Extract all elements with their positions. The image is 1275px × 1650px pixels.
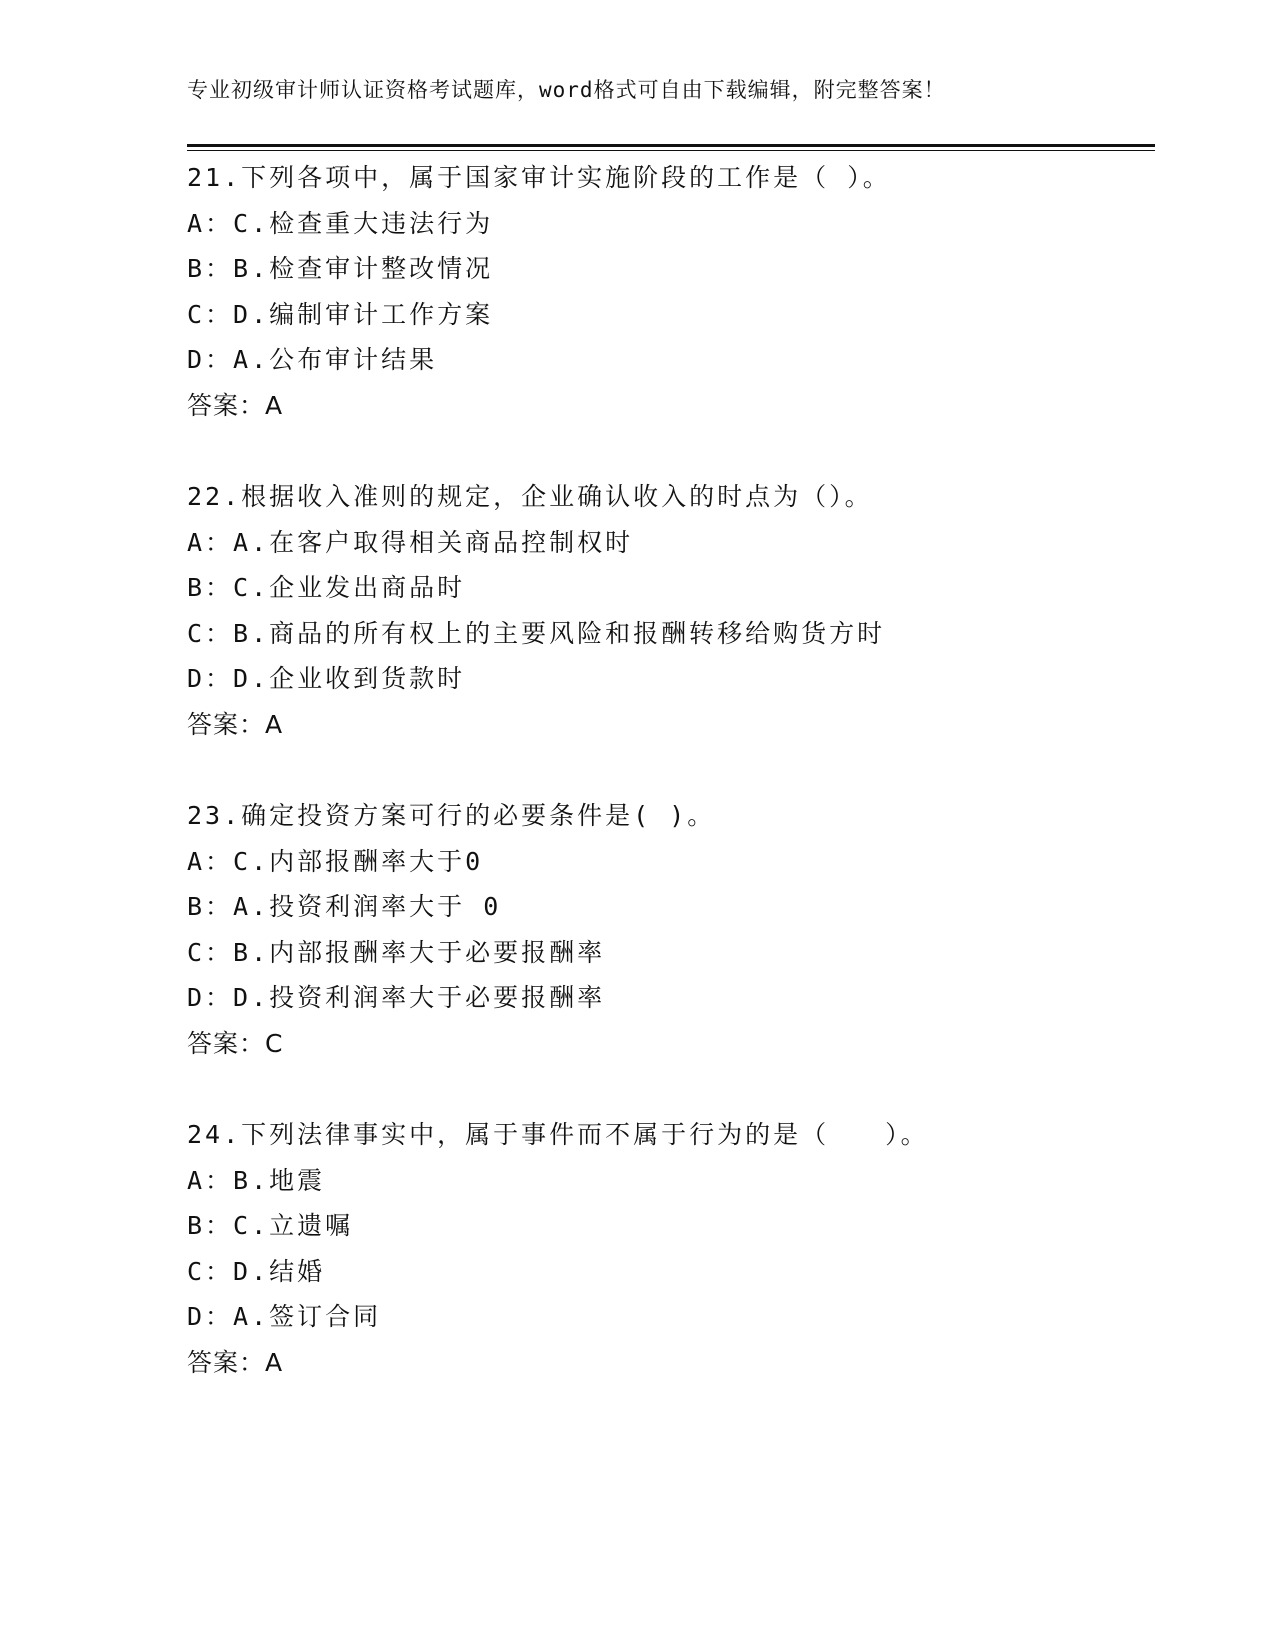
answer-line: 答案：A (187, 390, 284, 420)
option-a: A：C.检查重大违法行为 (187, 208, 494, 238)
option-b: B：C.立遗嘱 (187, 1211, 354, 1240)
option-a: A：C.内部报酬率大于0 (187, 846, 484, 876)
option-b: B：B.检查审计整改情况 (187, 254, 494, 283)
header-divider-thick (187, 144, 1155, 147)
question-list (187, 155, 1155, 1385)
option-b: B：A.投资利润率大于 0 (187, 892, 502, 921)
option-d: D：D.投资利润率大于必要报酬率 (187, 983, 606, 1012)
question-stem: 21.下列各项中，属于国家审计实施阶段的工作是（ ）。 (187, 163, 891, 192)
question-21 (187, 155, 1155, 428)
header-divider-thin (187, 150, 1155, 151)
option-c: C：D.编制审计工作方案 (187, 299, 494, 329)
answer-line: 答案：C (187, 1028, 284, 1058)
question-stem: 23.确定投资方案可行的必要条件是( )。 (187, 801, 716, 830)
answer-line: 答案：A (187, 709, 284, 739)
page-header: 专业初级审计师认证资格考试题库，word格式可自由下载编辑，附完整答案！ (187, 78, 946, 102)
option-d: D：A.公布审计结果 (187, 345, 438, 374)
option-d: D：A.签订合同 (187, 1302, 382, 1331)
question-stem: 22.根据收入准则的规定，企业确认收入的时点为（）。 (187, 482, 873, 511)
option-c: C：B.商品的所有权上的主要风险和报酬转移给购货方时 (187, 618, 886, 648)
option-c: C：D.结婚 (187, 1256, 326, 1286)
question-23 (187, 793, 1155, 1066)
question-24 (187, 1112, 1155, 1385)
option-a: A：A.在客户取得相关商品控制权时 (187, 527, 634, 557)
option-a: A：B.地震 (187, 1165, 326, 1195)
answer-line: 答案：A (187, 1347, 284, 1377)
option-d: D：D.企业收到货款时 (187, 664, 466, 693)
question-22 (187, 474, 1155, 747)
option-c: C：B.内部报酬率大于必要报酬率 (187, 937, 606, 967)
option-b: B：C.企业发出商品时 (187, 573, 466, 602)
question-stem: 24.下列法律事实中，属于事件而不属于行为的是（ ）。 (187, 1120, 929, 1149)
